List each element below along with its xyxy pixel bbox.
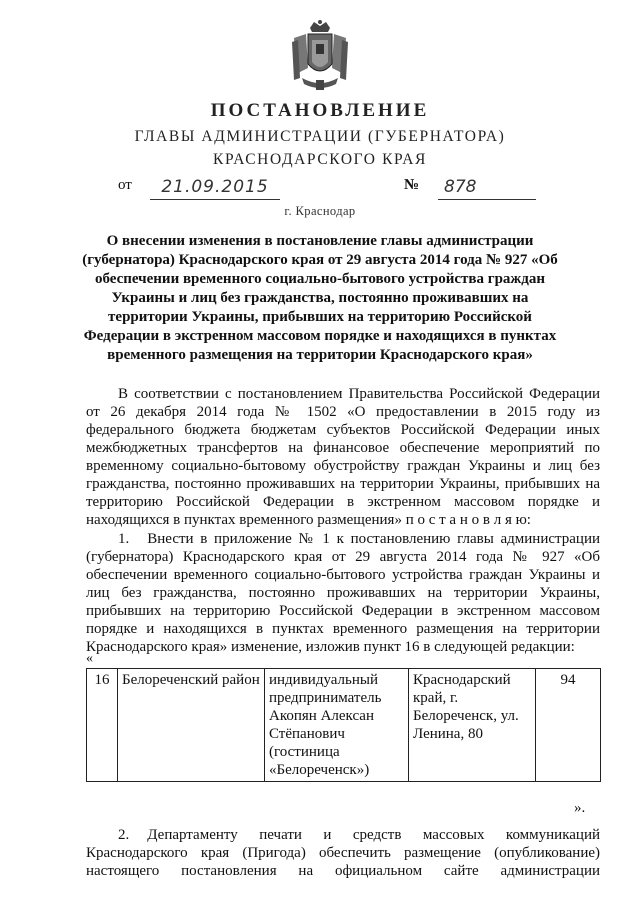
table-row bbox=[87, 669, 601, 782]
document-subtitle-2: КРАСНОДАРСКОГО КРАЯ bbox=[213, 151, 427, 168]
item-2-number: 2. bbox=[118, 827, 130, 843]
coat-of-arms-icon bbox=[288, 18, 352, 94]
quote-open: « bbox=[86, 651, 93, 666]
row-number: 16 bbox=[87, 669, 118, 782]
row-capacity: 94 bbox=[536, 669, 601, 782]
excerpt-table bbox=[86, 668, 601, 782]
quote-close: ». bbox=[574, 800, 586, 816]
number-value: 878 bbox=[438, 177, 536, 200]
item-1-number: 1. bbox=[118, 531, 130, 547]
preamble-paragraph bbox=[86, 385, 600, 529]
row-district: Белореченский район bbox=[118, 669, 265, 782]
document-subtitle-1: ГЛАВЫ АДМИНИСТРАЦИИ (ГУБЕРНАТОРА) bbox=[134, 128, 506, 145]
date-label: от bbox=[118, 177, 132, 193]
item-1-text: Внести в приложение № 1 к постановлению главы администрации (губернатора) Краснодарского края от 29 августа 2014 года № 927 «Об обеспечении временного социально-бытового устройства граждан Украины и лиц без гражданства, постоянно проживавших на территории Украины, прибывших на территорию Российской Федерации в экстренном массовом порядке и находящихся в пунктах временного размещения на территории Краснодарского края» изменение, изложив пункт 16 в следующей редакции: bbox=[86, 531, 600, 655]
preamble-text: В соответствии с постановлением Правительства Российской Федерации от 26 декабря 2014 года № 1502 «О предоставлении в 2015 году из федерального бюджета бюджетам субъектов Российской Федерации иных межбюджетных трансфертов на финансовое обеспечение мероприятий по временному социально-бытовому обустройству граждан Украины и лиц без гражданства, постоянно проживавших на территории Украины, прибывших на территорию Российской Федерации в экстренном массовом порядке и находящихся в пунктах временного размещения» п о с т а н о в л я ю: bbox=[86, 386, 600, 528]
decree-heading: О внесении изменения в постановление главы администрации (губернатора) Краснодарского края от 29 августа 2014 года № 927 «Об обеспечении временного социально-бытового устройства граждан Украины и лиц без гражданства, постоянно проживавших на территории Украины, прибывших на территорию Российской Федерации в экстренном массовом порядке и находящихся в пунктах временного размещения на территории Краснодарского края» bbox=[82, 233, 558, 363]
row-address: Краснодарский край, г. Белореченск, ул. Ленина, 80 bbox=[409, 669, 536, 782]
document-title: ПОСТАНОВЛЕНИЕ bbox=[210, 100, 430, 121]
date-value: 21.09.2015 bbox=[150, 177, 280, 200]
item-2-paragraph bbox=[86, 826, 600, 880]
row-organization: индивидуальный предприниматель Акопян Алексан Стёпанович (гостиница «Белореченск») bbox=[265, 669, 409, 782]
city-label: г. Краснодар bbox=[284, 204, 356, 218]
item-1-paragraph bbox=[86, 530, 600, 656]
number-label: № bbox=[404, 177, 420, 193]
item-2-text: Департаменту печати и средств массовых коммуникаций Краснодарского края (Пригода) обеспечить размещение (опубликование) настоящего постановления на официальном сайте администрации bbox=[86, 827, 600, 879]
